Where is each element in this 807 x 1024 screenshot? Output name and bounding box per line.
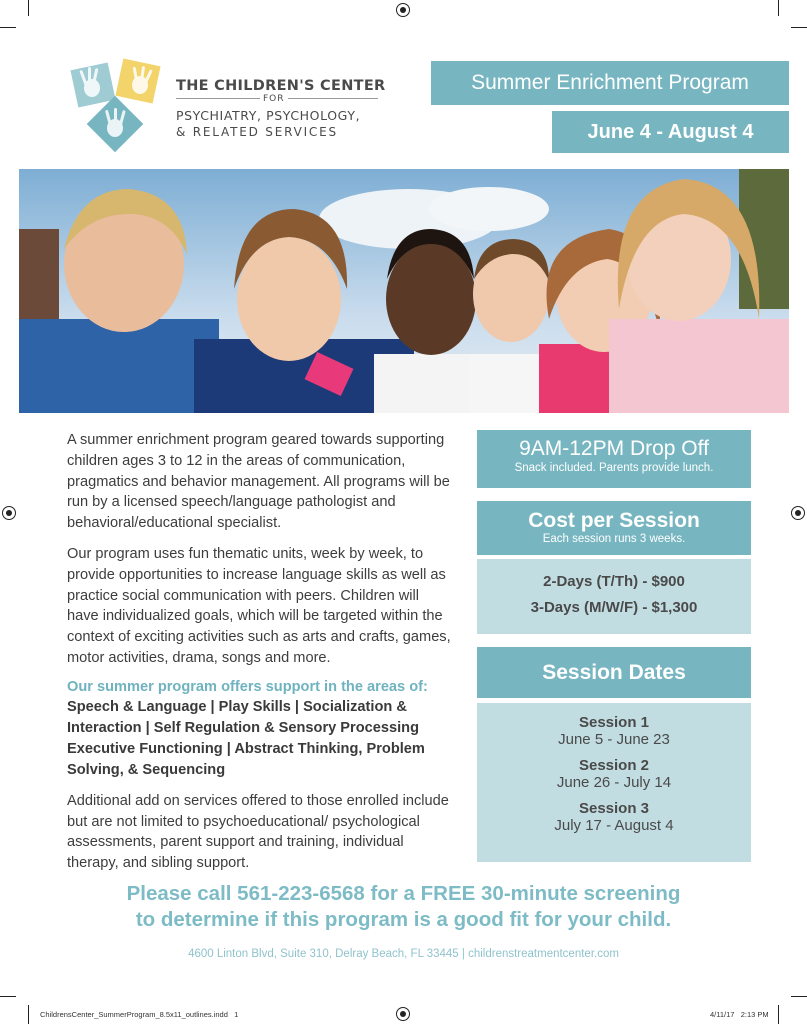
crop-mark-right-bottom xyxy=(791,996,807,997)
sessions-title: Session Dates xyxy=(542,660,686,684)
crop-mark-top-left xyxy=(28,0,29,16)
crop-mark-right-top xyxy=(791,27,807,28)
cost-note: Each session runs 3 weeks. xyxy=(542,533,686,545)
support-list: Speech & Language | Play Skills | Socialization & Interaction | Self Regulation & Sensory Processing Executive Functioning | Abstract Thinking, Problem Solving, & Sequencing xyxy=(67,698,425,778)
crop-mark-top-right xyxy=(778,0,779,16)
logo-title: THE CHILDREN'S CENTER xyxy=(176,78,386,94)
logo xyxy=(62,58,392,158)
crop-mark-bottom-right xyxy=(778,1005,779,1024)
registration-mark-left-icon xyxy=(2,506,16,520)
session-3-name: Session 3 xyxy=(578,800,650,817)
children-photo xyxy=(19,169,789,413)
program-dates-banner xyxy=(552,111,789,153)
logo-line4: & RELATED SERVICES xyxy=(176,125,338,139)
crop-mark-left-bottom xyxy=(0,996,16,997)
logo-line3: PSYCHIATRY, PSYCHOLOGY, xyxy=(176,108,361,123)
crop-mark-bottom-left xyxy=(28,1005,29,1024)
crop-mark-left-top xyxy=(0,27,16,28)
session-2-name: Session 2 xyxy=(578,757,650,774)
call-to-action-line1: Please call 561-223-6568 for a FREE 30-minute screening xyxy=(126,882,681,905)
registration-mark-bottom-icon xyxy=(396,1007,410,1021)
dropoff-title: 9AM-12PM Drop Off xyxy=(519,437,709,460)
program-title: Summer Enrichment Program xyxy=(471,71,749,94)
cost-option-three-day: 3-Days (M/W/F) - $1,300 xyxy=(530,599,698,616)
dropoff-note: Snack included. Parents provide lunch. xyxy=(514,462,714,474)
sessions-title-box xyxy=(477,647,751,698)
body-text-column xyxy=(67,430,452,874)
call-to-action-line2: to determine if this program is a good fit for your child. xyxy=(135,908,672,931)
print-file-name: ChildrensCenter_SummerProgram_8.5x11_outlines.indd 1 xyxy=(40,1010,239,1019)
session-1-name: Session 1 xyxy=(578,714,650,731)
children-group-photo-icon xyxy=(19,169,789,413)
session-2-dates: June 26 - July 14 xyxy=(556,774,672,791)
sessions-list-box xyxy=(477,703,751,862)
program-paragraph: Our program uses fun thematic units, week by week, to provide opportunities to increase language skills as well as practice social communication with peers. Children will have individualized goals, which will be targeted within the context of exciting activities such as arts and crafts, games, motor activities, drama, songs and more. xyxy=(67,545,451,666)
registration-mark-right-icon xyxy=(791,506,805,520)
logo-for: FOR xyxy=(260,94,288,104)
cost-box xyxy=(477,501,751,555)
hands-logo-icon xyxy=(62,58,174,158)
print-timestamp: 4/11/17 2:13 PM xyxy=(710,1010,769,1019)
support-heading: Our summer program offers support in the areas of: xyxy=(67,678,428,695)
program-title-banner xyxy=(431,61,789,105)
cost-options-box xyxy=(477,559,751,634)
add-on-paragraph: Additional add on services offered to those enrolled include but are not limited to psychoeducational/ psychological assessments, parent support and training, individual therapy, and sibling support. xyxy=(67,792,449,872)
intro-paragraph: A summer enrichment program geared towards supporting children ages 3 to 12 in the areas of communication, pragmatics and behavior management. All programs will be run by a licensed speech/language pathologist and behavioral/educational specialist. xyxy=(67,432,450,532)
cost-title: Cost per Session xyxy=(528,509,700,532)
session-1-dates: June 5 - June 23 xyxy=(558,731,670,748)
registration-mark-top-icon xyxy=(396,3,410,17)
cost-option-two-day: 2-Days (T/Th) - $900 xyxy=(543,573,685,590)
program-dates: June 4 - August 4 xyxy=(587,120,754,143)
address-line: 4600 Linton Blvd, Suite 310, Delray Beach, FL 33445 | childrenstreatmentcenter.com xyxy=(188,948,619,960)
session-3-dates: July 17 - August 4 xyxy=(554,817,674,834)
dropoff-box xyxy=(477,430,751,488)
